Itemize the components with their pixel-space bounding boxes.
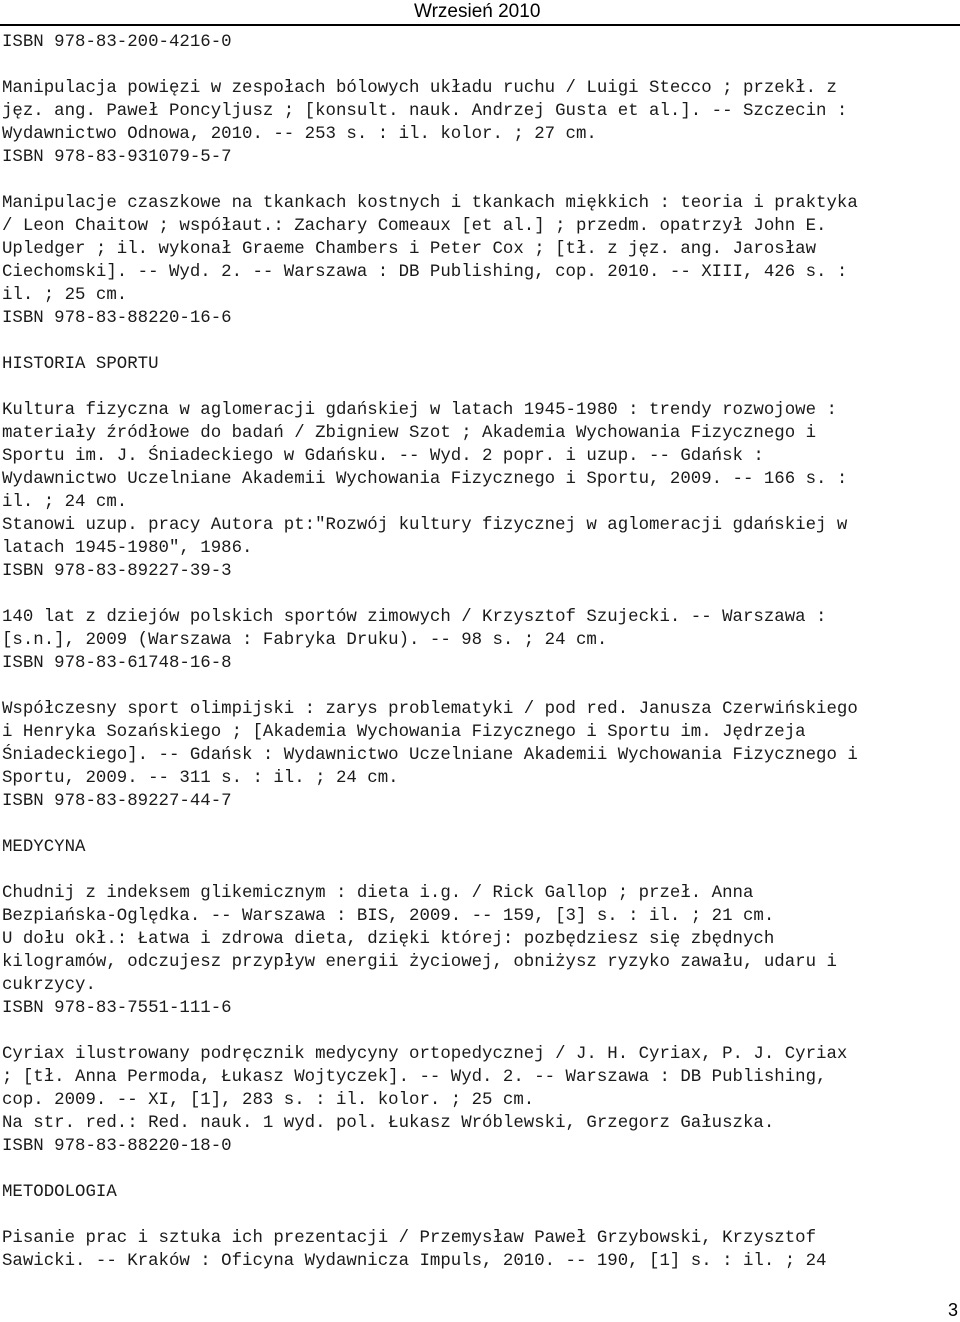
blank-line	[2, 376, 954, 399]
blank-line	[2, 859, 954, 882]
header-rule	[0, 24, 960, 26]
text-line: ISBN 978-83-89227-44-7	[2, 792, 232, 811]
text-line: i Henryka Sozańskiego ; [Akademia Wychowania Fizycznego i Sportu im. Jędrzeja	[2, 723, 806, 742]
blank-line	[2, 1158, 954, 1181]
text-line: il. ; 24 cm.	[2, 493, 128, 512]
blank-line	[2, 583, 954, 606]
text-line: Sawicki. -- Kraków : Oficyna Wydawnicza Impuls, 2010. -- 190, [1] s. : il. ; 24	[2, 1252, 827, 1271]
text-line: Współczesny sport olimpijski : zarys problematyki / pod red. Janusza Czerwińskiego	[2, 700, 858, 719]
text-line: ISBN 978-83-88220-18-0	[2, 1137, 232, 1156]
text-line: U dołu okł.: Łatwa i zdrowa dieta, dzięki której: pozbędziesz się zbędnych	[2, 930, 775, 949]
document-body	[2, 31, 954, 1273]
text-line: 140 lat z dziejów polskich sportów zimowych / Krzysztof Szujecki. -- Warszawa :	[2, 608, 827, 627]
blank-line	[2, 54, 954, 77]
text-line: ISBN 978-83-200-4216-0	[2, 33, 232, 52]
text-line: Kultura fizyczna w aglomeracji gdańskiej w latach 1945-1980 : trendy rozwojowe :	[2, 401, 837, 420]
page-number: 3	[947, 1300, 958, 1320]
text-line: MEDYCYNA	[2, 838, 86, 857]
text-line: Bezpiańska-Oględka. -- Warszawa : BIS, 2009. -- 159, [3] s. : il. ; 21 cm.	[2, 907, 775, 926]
blank-line	[2, 330, 954, 353]
text-line: ISBN 978-83-931079-5-7	[2, 148, 232, 167]
text-line: cukrzycy.	[2, 976, 96, 995]
text-line: kilogramów, odczujesz przypływ energii życiowej, obniżysz ryzyko zawału, udaru i	[2, 953, 837, 972]
text-line: Stanowi uzup. pracy Autora pt:"Rozwój kultury fizycznej w aglomeracji gdańskiej w	[2, 516, 848, 535]
text-line: ISBN 978-83-89227-39-3	[2, 562, 232, 581]
page-header-month: Wrzesień 2010	[414, 1, 541, 22]
text-line: Manipulacje czaszkowe na tkankach kostnych i tkankach miękkich : teoria i praktyka	[2, 194, 858, 213]
text-line: jęz. ang. Paweł Poncyljusz ; [konsult. nauk. Andrzej Gusta et al.]. -- Szczecin :	[2, 102, 848, 121]
text-line: ISBN 978-83-88220-16-6	[2, 309, 232, 328]
text-line: il. ; 25 cm.	[2, 286, 128, 305]
text-line: cop. 2009. -- XI, [1], 283 s. : il. kolor. ; 25 cm.	[2, 1091, 535, 1110]
text-line: Chudnij z indeksem glikemicznym : dieta i.g. / Rick Gallop ; przeł. Anna	[2, 884, 754, 903]
text-line: ISBN 978-83-61748-16-8	[2, 654, 232, 673]
text-line: ISBN 978-83-7551-111-6	[2, 999, 232, 1018]
blank-line	[2, 1020, 954, 1043]
text-line: Sportu im. J. Śniadeckiego w Gdańsku. -- Wyd. 2 popr. i uzup. -- Gdańsk :	[2, 447, 764, 466]
blank-line	[2, 675, 954, 698]
blank-line	[2, 169, 954, 192]
text-line: Manipulacja powięzi w zespołach bólowych układu ruchu / Luigi Stecco ; przekł. z	[2, 79, 837, 98]
text-line: Pisanie prac i sztuka ich prezentacji / Przemysław Paweł Grzybowski, Krzysztof	[2, 1229, 817, 1248]
text-line: Na str. red.: Red. nauk. 1 wyd. pol. Łukasz Wróblewski, Grzegorz Gałuszka.	[2, 1114, 775, 1133]
text-line: / Leon Chaitow ; współaut.: Zachary Comeaux [et al.] ; przedm. opatrzył John E.	[2, 217, 827, 236]
text-line: Ciechomski]. -- Wyd. 2. -- Warszawa : DB Publishing, cop. 2010. -- XIII, 426 s. :	[2, 263, 848, 282]
blank-line	[2, 813, 954, 836]
text-line: materiały źródłowe do badań / Zbigniew Szot ; Akademia Wychowania Fizycznego i	[2, 424, 817, 443]
text-line: METODOLOGIA	[2, 1183, 117, 1202]
text-line: Upledger ; il. wykonał Graeme Chambers i Peter Cox ; [tł. z jęz. ang. Jarosław	[2, 240, 817, 259]
text-line: Cyriax ilustrowany podręcznik medycyny ortopedycznej / J. H. Cyriax, P. J. Cyriax	[2, 1045, 848, 1064]
text-line: Sportu, 2009. -- 311 s. : il. ; 24 cm.	[2, 769, 399, 788]
text-line: HISTORIA SPORTU	[2, 355, 159, 374]
blank-line	[2, 1204, 954, 1227]
text-line: latach 1945-1980", 1986.	[2, 539, 253, 558]
text-line: Wydawnictwo Odnowa, 2010. -- 253 s. : il. kolor. ; 27 cm.	[2, 125, 597, 144]
text-line: [s.n.], 2009 (Warszawa : Fabryka Druku). -- 98 s. ; 24 cm.	[2, 631, 608, 650]
text-line: Wydawnictwo Uczelniane Akademii Wychowania Fizycznego i Sportu, 2009. -- 166 s. :	[2, 470, 848, 489]
text-line: ; [tł. Anna Permoda, Łukasz Wojtyczek]. -- Wyd. 2. -- Warszawa : DB Publishing,	[2, 1068, 827, 1087]
text-line: Śniadeckiego]. -- Gdańsk : Wydawnictwo Uczelniane Akademii Wychowania Fizycznego i	[2, 746, 858, 765]
